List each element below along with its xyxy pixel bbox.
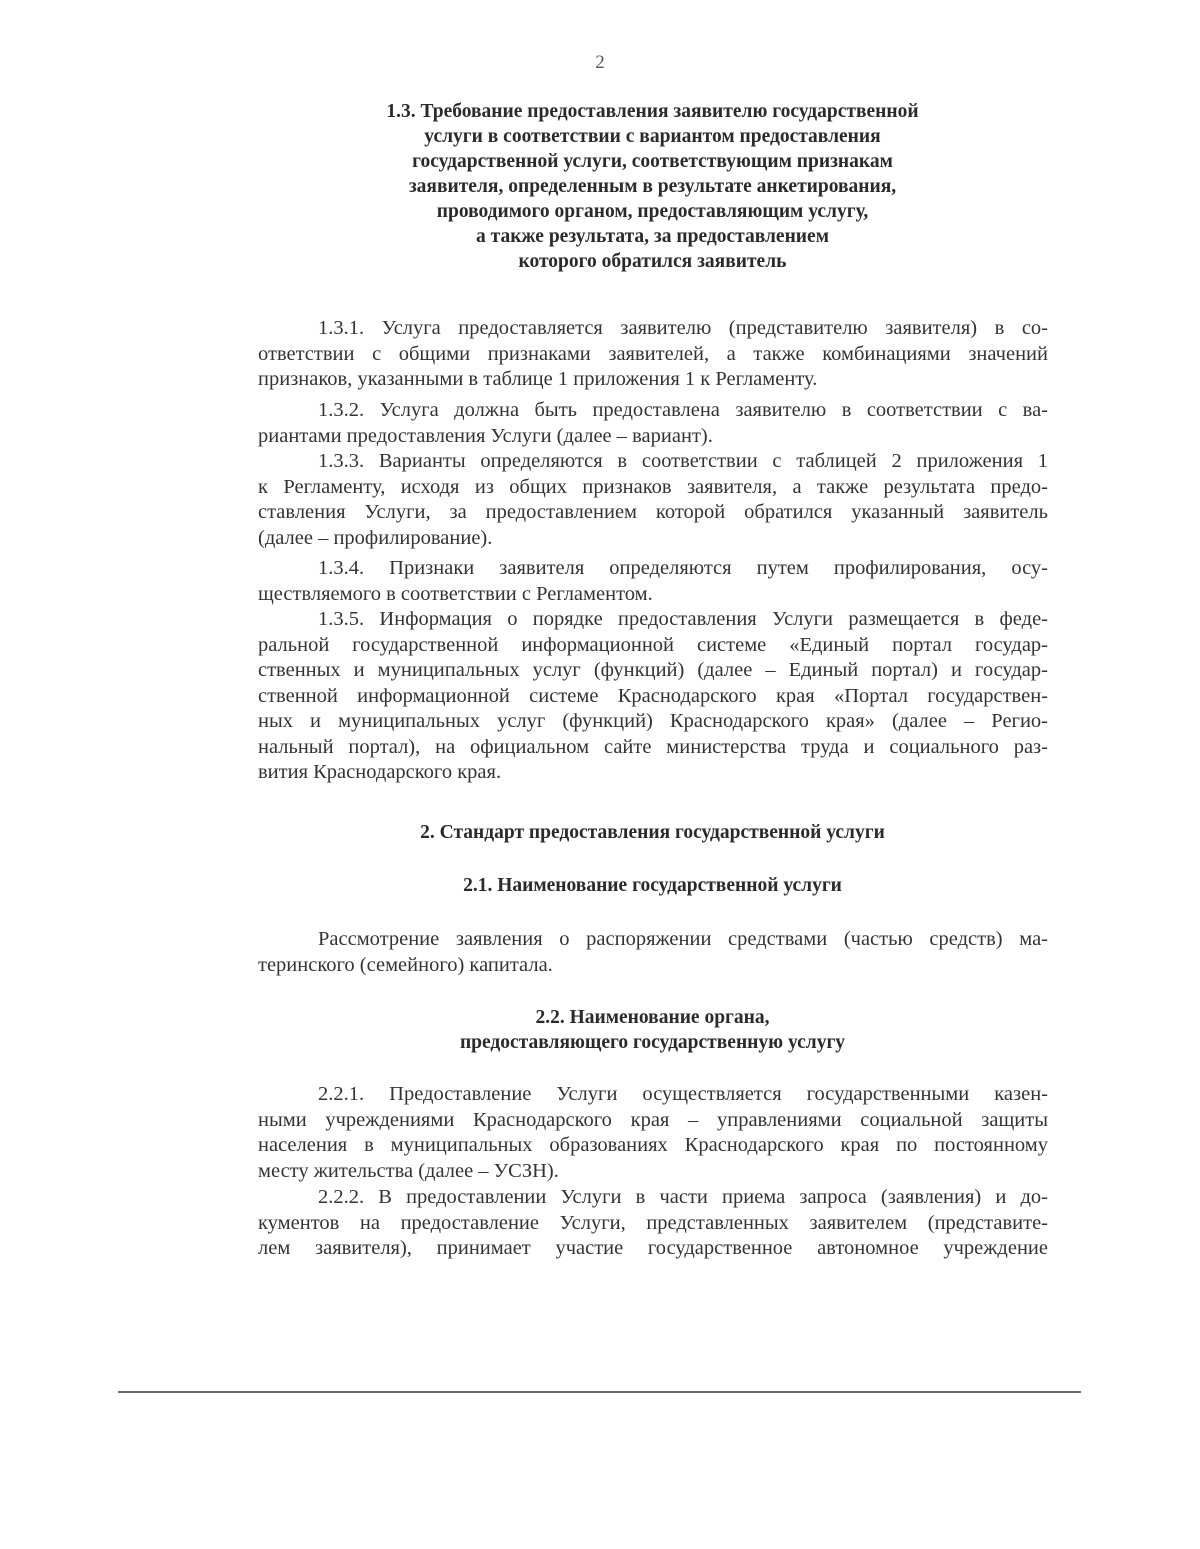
text-line: ответствии с общими признаками заявителей, а также комбинациями значений — [258, 342, 1048, 365]
text-line: ществляемого в соответствии с Регламентом. — [258, 582, 653, 605]
text-line: ными учреждениями Краснодарского края – управлениями социальной защиты — [258, 1108, 1048, 1131]
heading-line: заявителя, определенным в результате анкетирования, — [408, 176, 897, 197]
paragraph-2-2-1 — [258, 1082, 1048, 1184]
text-line: 2.2.1. Предоставление Услуги осуществляется государственными казен- — [318, 1083, 1048, 1105]
bottom-rule — [118, 1391, 1081, 1393]
paragraph-1-3-4 — [258, 556, 1048, 607]
text-line: 1.3.3. Варианты определяются в соответствии с таблицей 2 приложения 1 — [318, 450, 1048, 472]
paragraph-1-3-5 — [258, 607, 1048, 786]
paragraph-1-3-1 — [258, 316, 1048, 393]
text-line: 1.3.5. Информация о порядке предоставления Услуги размещается в феде- — [318, 608, 1048, 630]
heading-line: 2.1. Наименование государственной услуги — [463, 875, 842, 896]
heading-line: предоставляющего государственную услугу — [459, 1032, 846, 1053]
text-line: ставления Услуги, за предоставлением которой обратился указанный заявитель — [258, 501, 1048, 523]
page-number: 2 — [595, 52, 605, 73]
text-line: нальный портал), на официальном сайте министерства труда и социального раз- — [258, 735, 1048, 758]
text-line: ральной государственной информационной системе «Единый портал государ- — [258, 633, 1048, 656]
text-line: ных и муниципальных услуг (функций) Краснодарского края» (далее – Регио- — [258, 710, 1048, 732]
section-2-1-heading — [0, 873, 1200, 898]
text-line: месту жительства (далее – УСЗН). — [258, 1159, 559, 1182]
paragraph-1-3-2 — [258, 398, 1048, 449]
section-1-3-heading — [0, 99, 1200, 274]
text-line: кументов на предоставление Услуги, представленных заявителем (представите- — [258, 1211, 1048, 1234]
text-line: 2.2.2. В предоставлении Услуги в части приема запроса (заявления) и до- — [318, 1186, 1048, 1208]
text-line: (далее – профилирование). — [258, 526, 493, 549]
text-line: признаков, указанными в таблице 1 приложения 1 к Регламенту. — [258, 368, 818, 390]
heading-line: которого обратился заявитель — [518, 251, 787, 272]
text-line: 1.3.4. Признаки заявителя определяются путем профилирования, осу- — [318, 557, 1048, 579]
paragraph-1-3-3 — [258, 449, 1048, 551]
text-line: теринского (семейного) капитала. — [258, 953, 553, 976]
heading-line: 2.2. Наименование органа, — [535, 1007, 770, 1028]
text-line: 1.3.2. Услуга должна быть предоставлена заявителю в соответствии с ва- — [318, 399, 1048, 421]
text-line: риантами предоставления Услуги (далее – вариант). — [258, 424, 713, 447]
text-line: населения в муниципальных образованиях Краснодарского края по постоянному — [258, 1134, 1048, 1156]
heading-line: государственной услуги, соответствующим признакам — [412, 151, 893, 172]
section-2-heading — [0, 820, 1200, 845]
text-line: Рассмотрение заявления о распоряжении средствами (частью средств) ма- — [318, 928, 1048, 950]
text-line: вития Краснодарского края. — [258, 761, 502, 783]
heading-line: 2. Стандарт предоставления государственной услуги — [420, 822, 885, 843]
section-2-2-heading — [0, 1005, 1200, 1055]
text-line: к Регламенту, исходя из общих признаков заявителя, а также результата предо- — [258, 475, 1048, 498]
paragraph-2-2-2 — [258, 1185, 1048, 1262]
heading-line: проводимого органом, предоставляющим услугу, — [436, 201, 869, 222]
text-line: лем заявителя), принимает участие государственное автономное учреждение — [258, 1237, 1048, 1259]
text-line: ственной информационной системе Краснодарского края «Портал государствен- — [258, 684, 1048, 707]
heading-line: услуги в соответствии с вариантом предоставления — [424, 126, 881, 147]
text-line: 1.3.1. Услуга предоставляется заявителю (представителю заявителя) в со- — [318, 317, 1048, 339]
heading-line: 1.3. Требование предоставления заявителю государственной — [386, 101, 919, 122]
text-line: ственных и муниципальных услуг (функций) (далее – Единый портал) и государ- — [258, 659, 1048, 681]
paragraph-2-1 — [258, 927, 1048, 978]
heading-line: а также результата, за предоставлением — [476, 226, 829, 247]
